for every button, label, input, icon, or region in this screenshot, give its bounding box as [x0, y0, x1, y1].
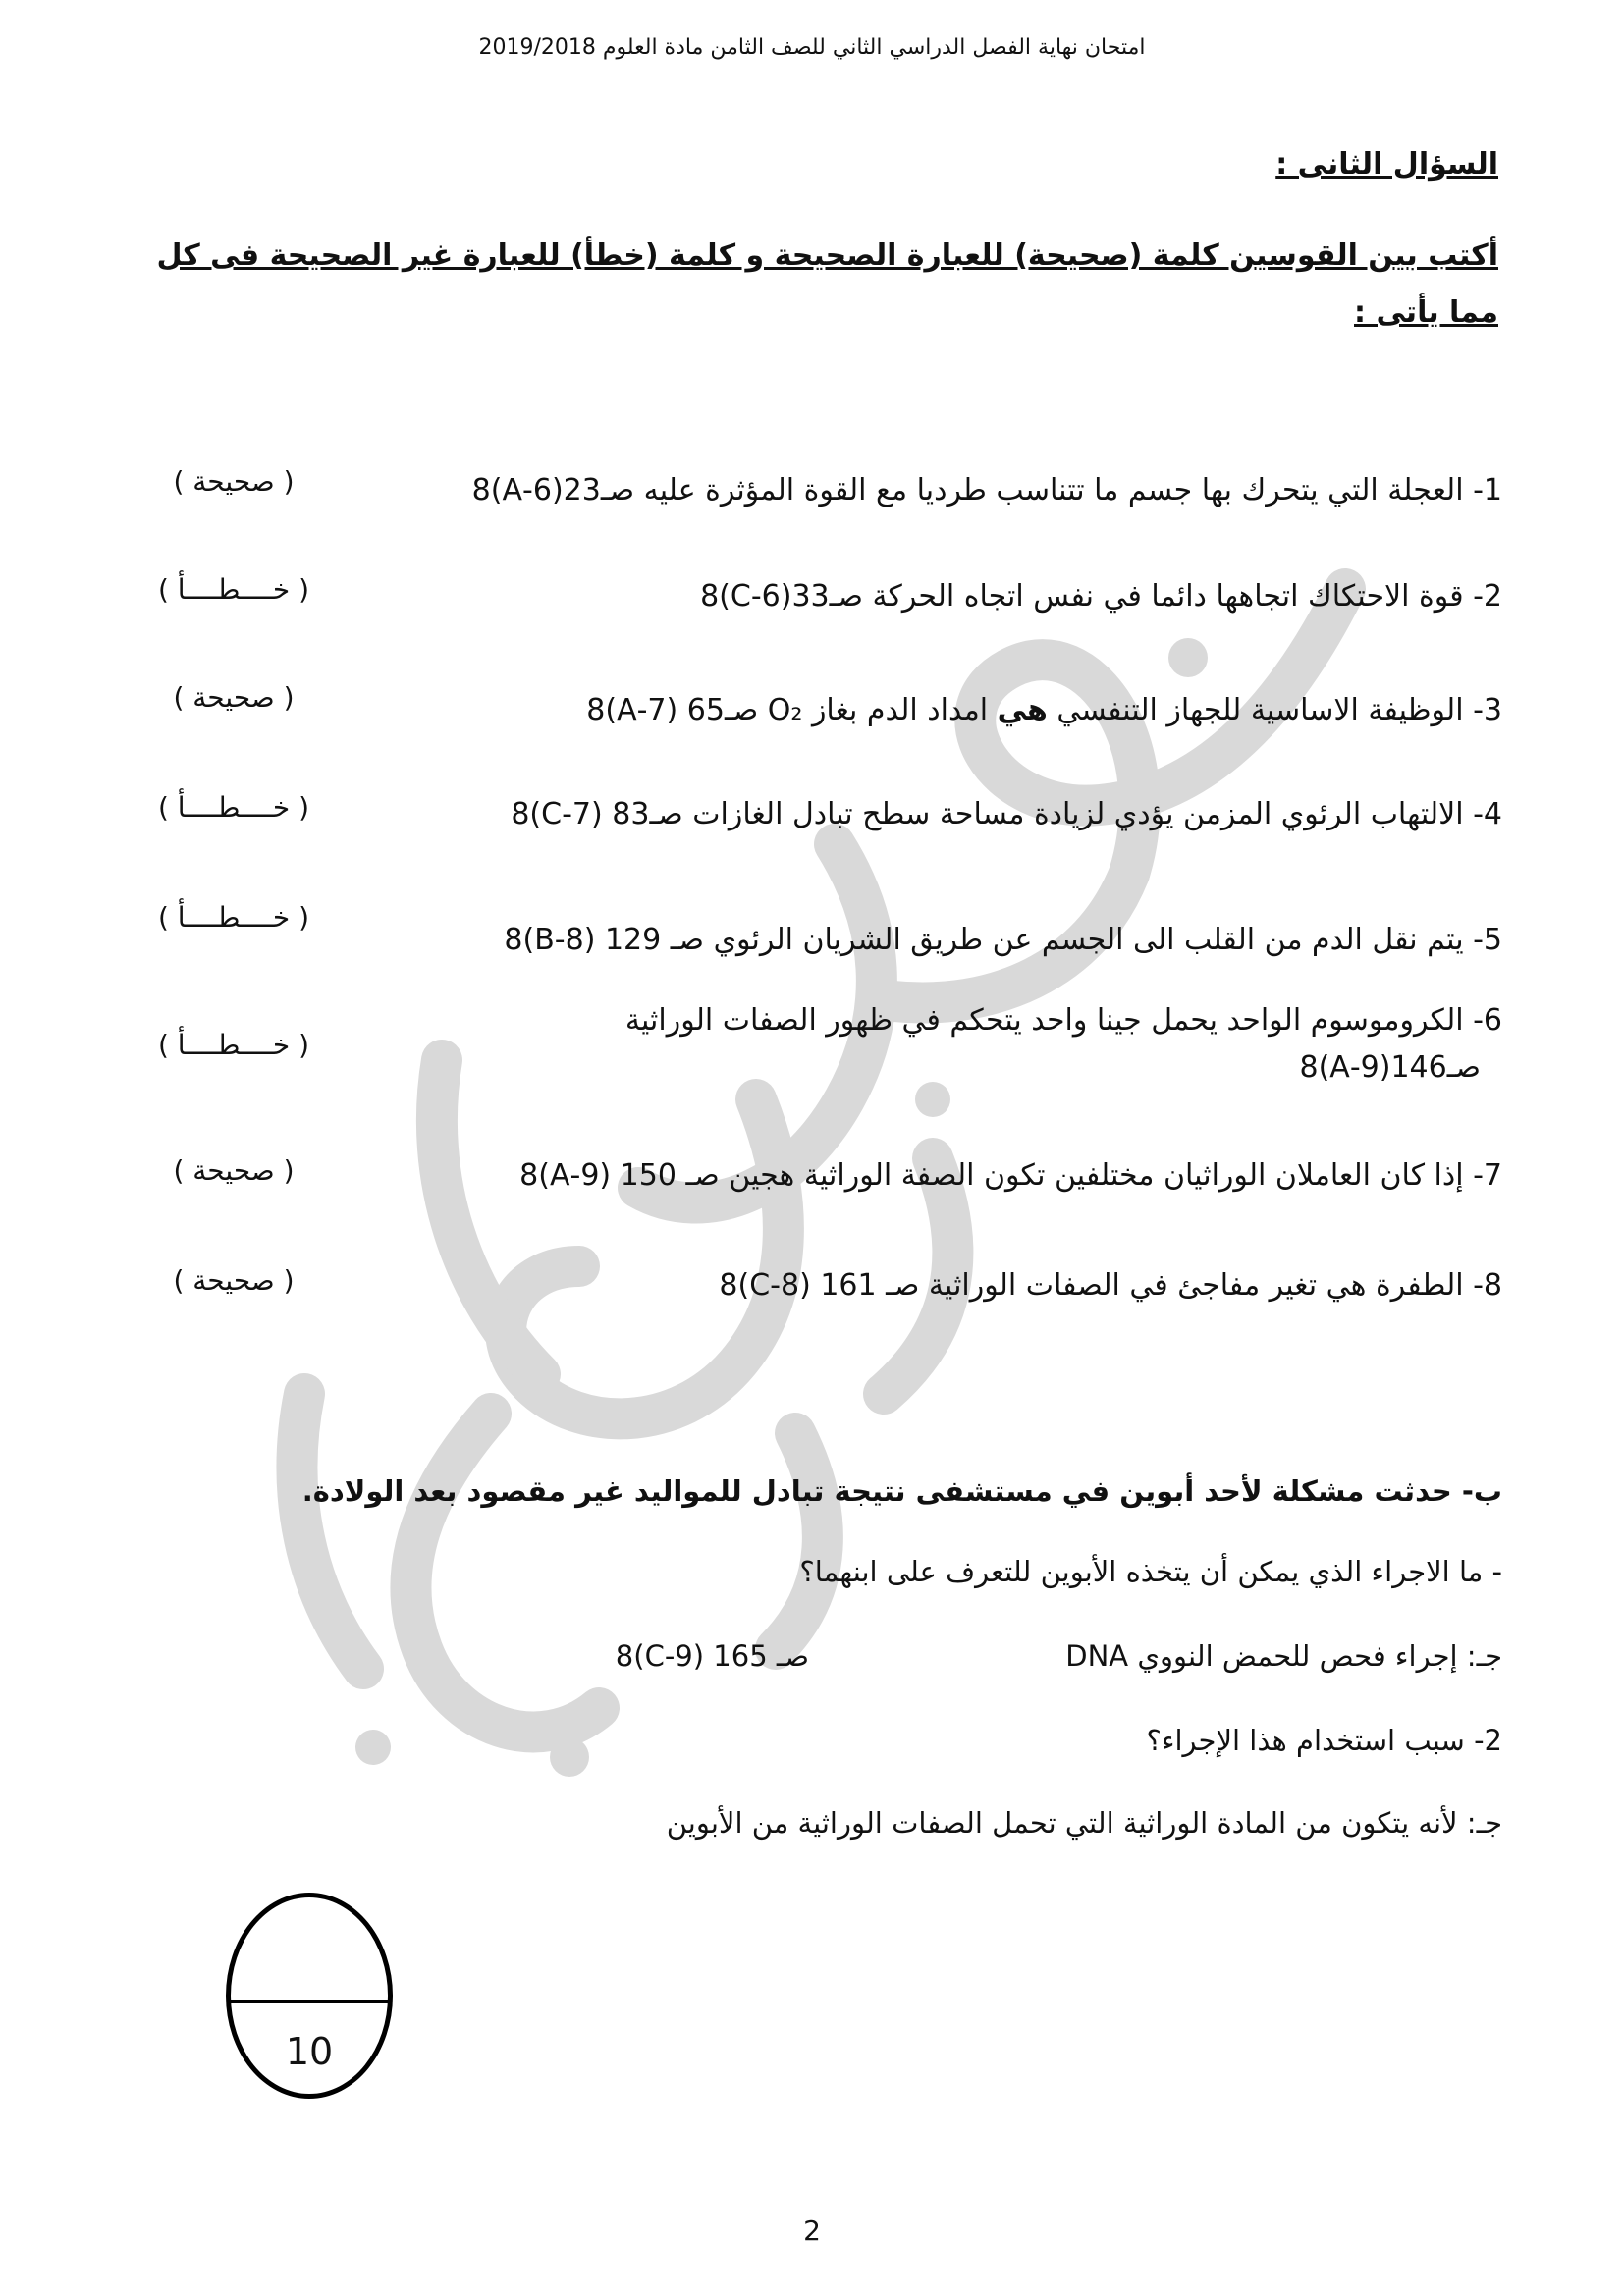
question-7: 7- إذا كان العاملان الوراثيان مختلفين تكون الصفة الوراثية هجين صـ 150 (9-A)8 — [519, 1158, 1502, 1193]
answer-4: ( خــــطــــأ ) — [157, 791, 310, 824]
question-6-line2: صـ146(9-A)8 — [1299, 1050, 1481, 1085]
part-b-question-1: - ما الاجراء الذي يمكن أن يتخذه الأبوين للتعرف على ابنهما؟ — [799, 1555, 1502, 1588]
part-b-answer-1-ref: صـ 165 (9-C)8 — [615, 1639, 809, 1673]
section-title: السؤال الثانى : — [1275, 147, 1498, 182]
part-b-question-2: 2- سبب استخدام هذا الإجراء؟ — [1146, 1724, 1502, 1757]
score-value: 10 — [285, 2030, 334, 2073]
part-b-answer-1: جـ: إجراء فحص للحمض النووي DNA — [1065, 1639, 1502, 1673]
answer-1: ( صحيحة ) — [173, 465, 295, 498]
score-divider — [228, 2000, 391, 2003]
question-5: 5- يتم نقل الدم من القلب الى الجسم عن طريق الشريان الرئوي صـ 129 (8-B)8 — [504, 923, 1502, 957]
exam-header-title: امتحان نهاية الفصل الدراسي الثاني للصف الثامن مادة العلوم 2019/2018 — [478, 35, 1146, 60]
answer-6: ( خــــطــــأ ) — [157, 1029, 310, 1061]
answer-2: ( خــــطــــأ ) — [157, 573, 310, 606]
answer-7: ( صحيحة ) — [173, 1154, 295, 1187]
part-b-title: ب- حدثت مشكلة لأحد أبوين في مستشفى نتيجة تبادل للمواليد غير مقصود بعد الولادة. — [301, 1474, 1502, 1508]
question-4: 4- الالتهاب الرئوي المزمن يؤدي لزيادة مساحة سطح تبادل الغازات صـ83 (7-C)8 — [511, 797, 1502, 831]
question-3-pre: 3- الوظيفة الاساسية للجهاز التنفسي — [1047, 693, 1502, 727]
question-1: 1- العجلة التي يتحرك بها جسم ما تتناسب طرديا مع القوة المؤثرة عليه صـ23(6-A)8 — [471, 473, 1502, 507]
question-3-bold: هي — [997, 693, 1048, 727]
answer-3: ( صحيحة ) — [173, 681, 295, 714]
answer-5: ( خــــطــــأ ) — [157, 901, 310, 934]
page-number: 2 — [803, 2215, 821, 2247]
answer-8: ( صحيحة ) — [173, 1264, 295, 1297]
question-6 — [471, 997, 1502, 1092]
question-3 — [586, 687, 1502, 734]
question-8: 8- الطفرة هي تغير مفاجئ في الصفات الوراثية صـ 161 (8-C)8 — [719, 1268, 1502, 1303]
question-6-line1: 6- الكروموسوم الواحد يحمل جينا واحد يتحكم في ظهور الصفات الوراثية — [624, 1003, 1502, 1038]
instructions: أكتب بين القوسين كلمة (صحيحة) للعبارة الصحيحة و كلمة (خطأ) للعبارة غير الصحيحة فى كل مما يأتى : — [156, 239, 1498, 330]
question-2: 2- قوة الاحتكاك اتجاهها دائما في نفس اتجاه الحركة صـ33(6-C)8 — [700, 579, 1502, 614]
question-3-post: امداد الدم بغاز O₂ صـ65 (7-A)8 — [586, 693, 998, 727]
part-b-answer-2: جـ: لأنه يتكون من المادة الوراثية التي تحمل الصفات الوراثية من الأبوين — [666, 1806, 1502, 1840]
